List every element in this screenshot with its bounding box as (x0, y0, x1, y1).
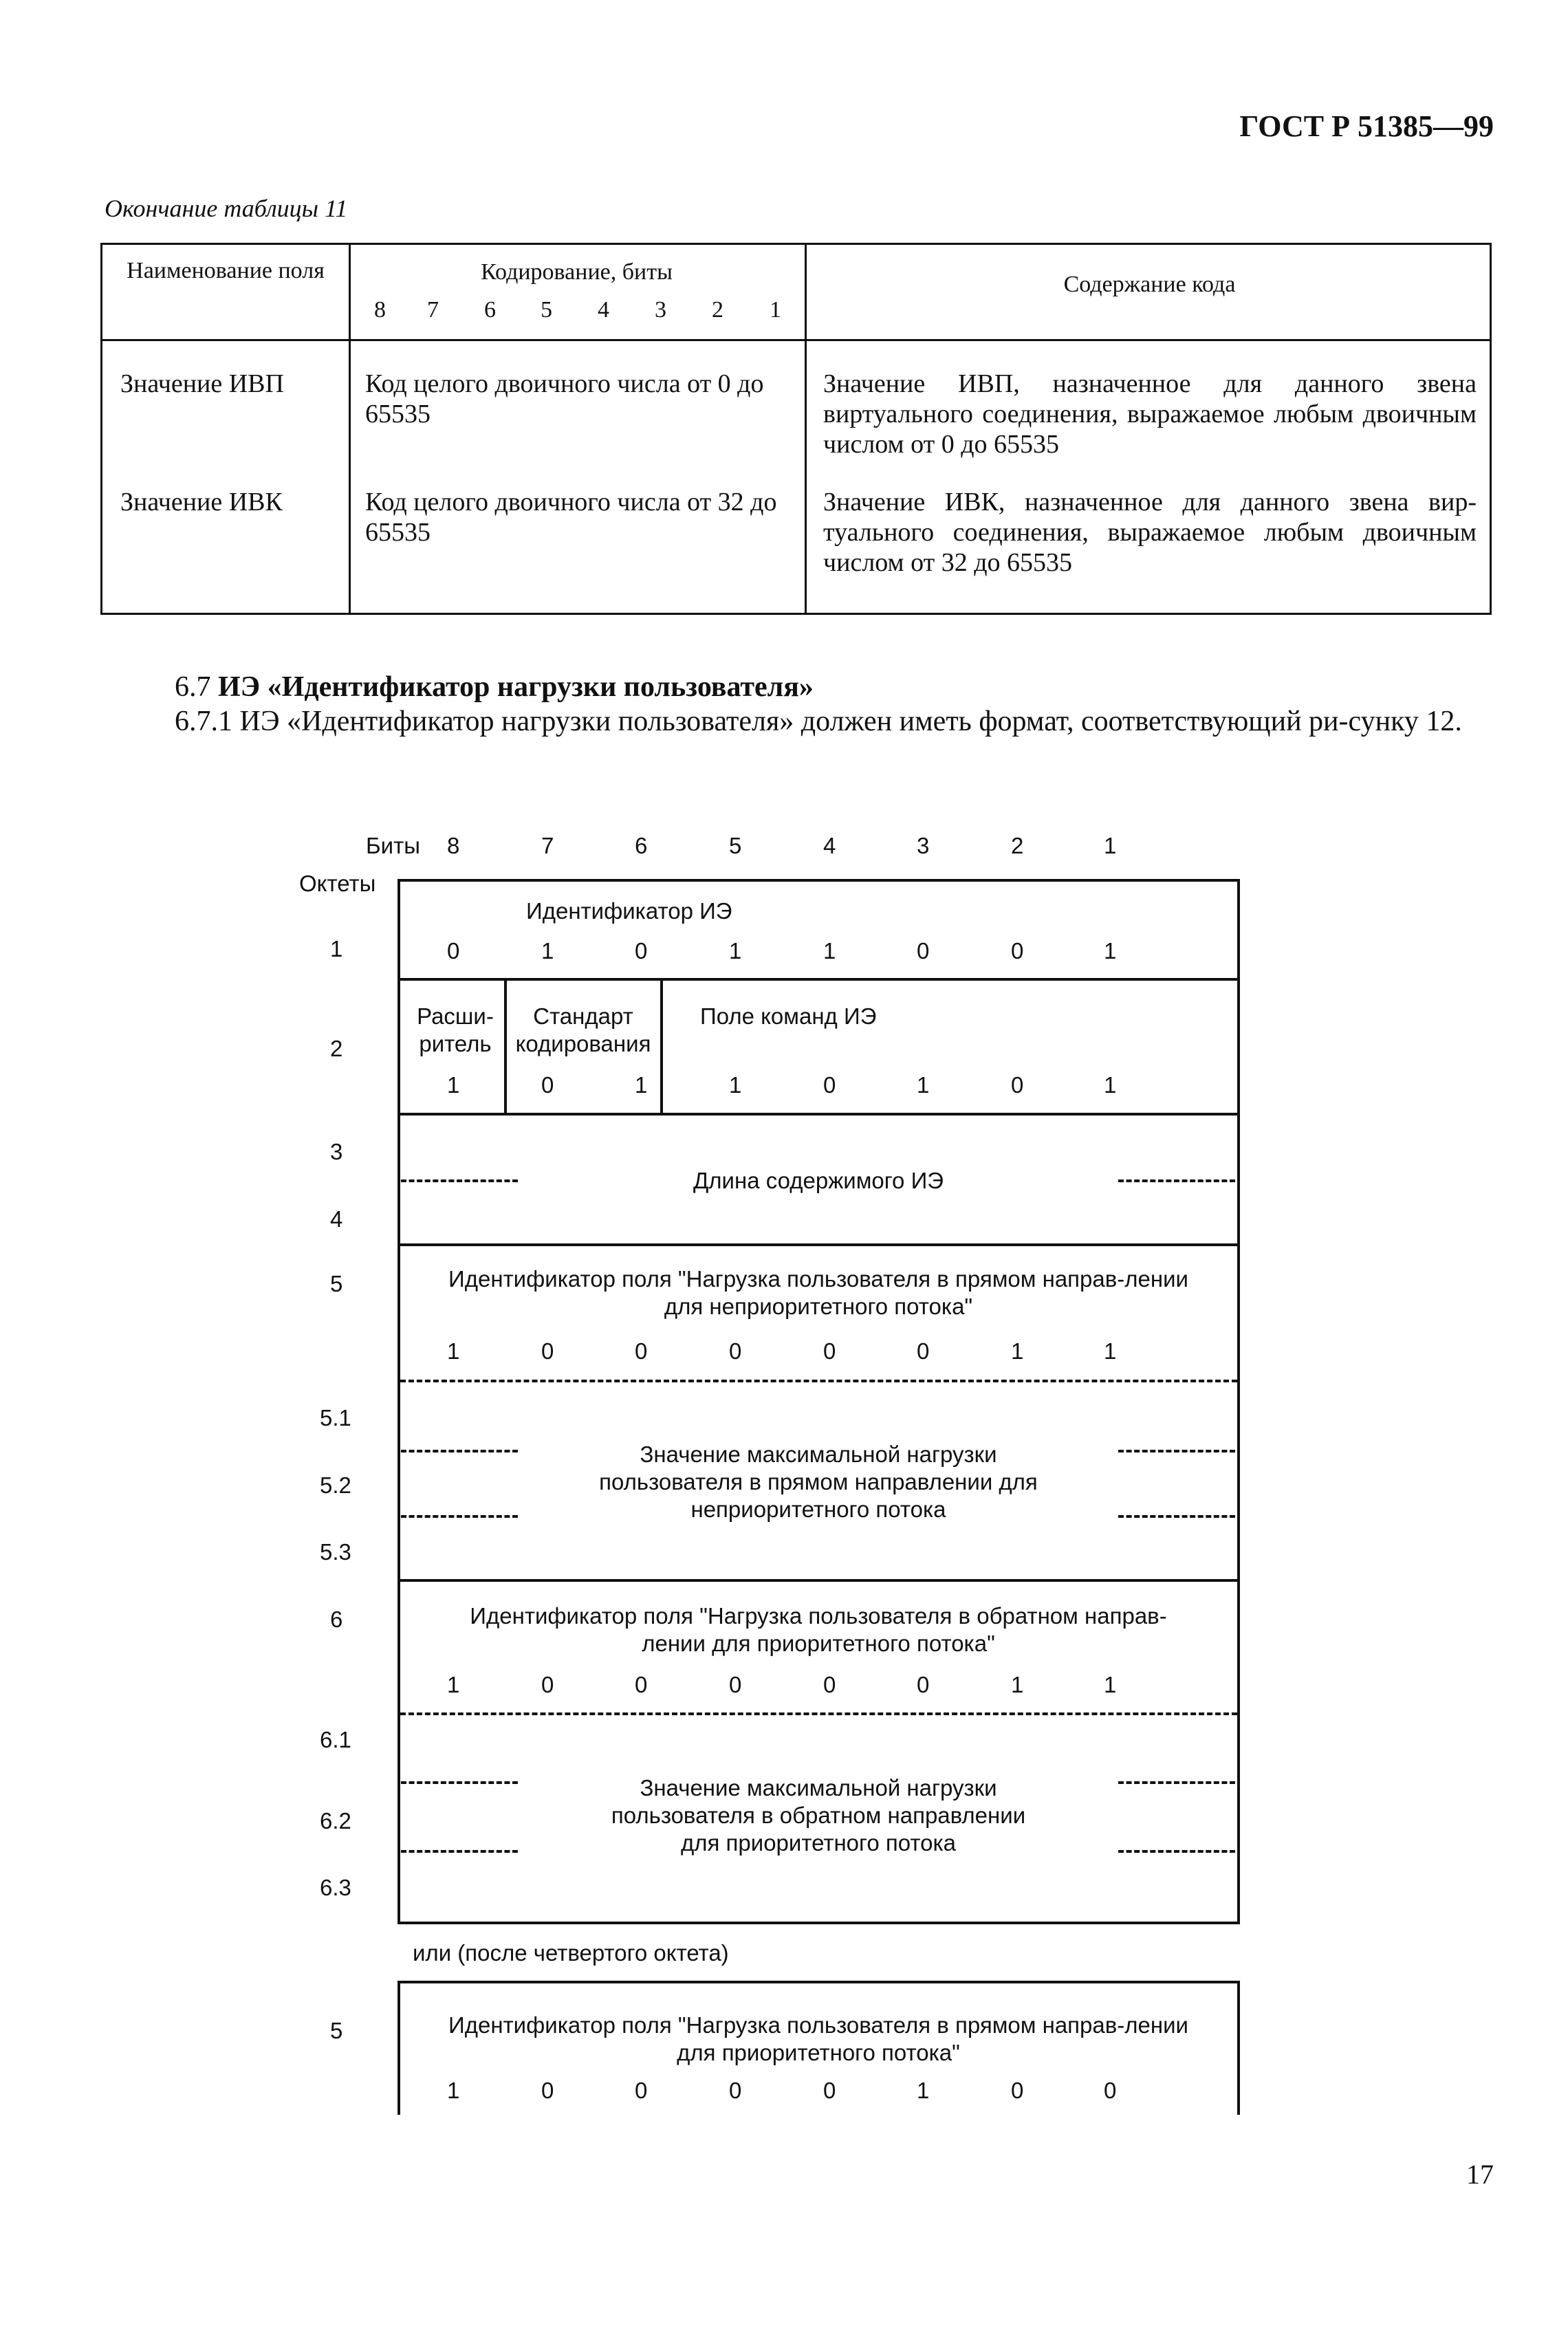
octet-label: 4 (330, 1206, 343, 1232)
bit-value: 1 (447, 1072, 460, 1098)
continuation-dash (1118, 1179, 1235, 1182)
table-caption: Окончание таблицы 11 (105, 195, 348, 222)
bit-label: 8 (374, 297, 386, 323)
alt-frame-top (398, 1981, 1240, 1983)
bit-value: 0 (447, 938, 460, 964)
bit-value: 0 (1011, 2078, 1024, 2103)
bit-label: 7 (427, 297, 439, 323)
bit-value: 1 (729, 938, 742, 964)
header-field-name: Наименование поля (127, 258, 325, 283)
row-content: Значение ИВК, назначенное для данного звена вир-туального соединения, выражаемое любым двоичным числом от 32 до 65535 (823, 488, 1477, 577)
alt-frame-left (398, 1981, 400, 2115)
bit-label: 1 (770, 297, 781, 323)
bit-value: 0 (917, 1338, 930, 1364)
bit-value: 0 (917, 1672, 930, 1697)
octet-divider (398, 1243, 1240, 1246)
octet-label: 6.3 (320, 1875, 351, 1900)
bit-value: 0 (541, 1338, 554, 1364)
extension-label: Расши-ритель (417, 1003, 494, 1056)
continuation-dash (1118, 1515, 1235, 1518)
bit-value: 1 (1011, 1672, 1024, 1697)
bit-value: 1 (1104, 1338, 1117, 1364)
page-number: 17 (1466, 2159, 1494, 2190)
bit-value: 1 (1104, 938, 1117, 964)
continuation-dash (1118, 1450, 1235, 1453)
bit-number: 8 (447, 833, 460, 858)
bit-value: 0 (729, 1338, 742, 1364)
octet-label: 1 (330, 936, 343, 961)
octet-label: 2 (330, 1036, 343, 1061)
bit-value: 0 (823, 2078, 836, 2103)
row-name: Значение ИВП (120, 369, 284, 398)
bit-value: 0 (541, 1072, 554, 1098)
octet-divider (398, 978, 1240, 981)
octet-divider (398, 1113, 1240, 1116)
bit-label: 4 (598, 297, 609, 323)
bit-value: 0 (1011, 1072, 1024, 1098)
bit-value: 1 (729, 1072, 742, 1098)
header-code-content: Содержание кода (1063, 272, 1236, 297)
row-coding: Код целого двоичного числа от 32 до 65535 (365, 488, 777, 547)
field-divider (660, 978, 663, 1114)
continuation-dash (401, 1781, 518, 1784)
paragraph-number: 6.7.1 (175, 706, 232, 737)
bit-number: 4 (823, 833, 836, 858)
continuation-dash (1118, 1781, 1235, 1784)
bit-value: 1 (1104, 1072, 1117, 1098)
command-field-label: Поле команд ИЭ (700, 1003, 877, 1029)
bit-value: 1 (1104, 1672, 1117, 1697)
bit-value: 1 (447, 2078, 460, 2103)
bit-value: 0 (541, 2078, 554, 2103)
bit-label: 2 (712, 297, 723, 323)
bit-value: 0 (823, 1672, 836, 1697)
table-header-divider (102, 339, 1490, 341)
octet-label: 5.1 (320, 1405, 351, 1430)
bit-value: 1 (823, 938, 836, 964)
bit-value: 1 (917, 1072, 930, 1098)
row-coding: Код целого двоичного числа от 0 до 65535 (365, 369, 764, 428)
section-heading (175, 671, 814, 704)
bit-value: 0 (635, 2078, 648, 2103)
bit-value: 0 (635, 938, 648, 964)
backward-value-label: Значение максимальной нагрузки пользователя в обратном направлении для приоритетного потока (611, 1775, 1026, 1856)
paragraph-text: ИЭ «Идентификатор нагрузки пользователя» должен иметь формат, соответствующий ри-сунку 12. (239, 706, 1462, 737)
bit-number: 1 (1104, 833, 1117, 858)
table-col-divider (805, 245, 807, 613)
dashed-divider (400, 1380, 1237, 1382)
table-11 (100, 243, 1492, 615)
bit-value: 0 (917, 938, 930, 964)
bit-number: 7 (541, 833, 554, 858)
row-name: Значение ИВК (120, 488, 283, 516)
header-coding: Кодирование, биты (481, 259, 673, 285)
row-content: Значение ИВП, назначенное для данного звена виртуального соединения, выражаемое любым двоичным числом от 0 до 65535 (823, 369, 1477, 459)
section-title: ИЭ «Идентификатор нагрузки пользователя» (218, 671, 814, 703)
bits-label: Биты (366, 833, 420, 858)
field-divider (504, 978, 507, 1114)
octet-divider (398, 1579, 1240, 1582)
bit-value: 0 (823, 1072, 836, 1098)
bit-value: 1 (447, 1338, 460, 1364)
bit-value: 0 (729, 1672, 742, 1697)
forward-field-id: Идентификатор поля "Нагрузка пользователя в прямом направ-лении для неприоритетного потока" (448, 1266, 1188, 1319)
section-paragraph (102, 705, 1491, 738)
bit-value: 1 (447, 1672, 460, 1697)
bit-number: 2 (1011, 833, 1024, 858)
alternative-label: или (после четвертого октета) (413, 1940, 729, 1966)
dashed-divider (400, 1712, 1237, 1715)
continuation-dash (401, 1515, 518, 1518)
bit-value: 1 (1011, 1338, 1024, 1364)
alt-frame-right (1237, 1981, 1240, 2115)
octets-label: Октеты (299, 871, 376, 896)
continuation-dash (401, 1179, 518, 1182)
bit-value: 0 (729, 2078, 742, 2103)
table-col-divider (349, 245, 351, 613)
document-code: ГОСТ Р 51385—99 (1239, 109, 1494, 143)
bit-value: 1 (917, 2078, 930, 2103)
bit-value: 1 (541, 938, 554, 964)
continuation-dash (1118, 1850, 1235, 1853)
bit-value: 0 (1104, 2078, 1117, 2103)
octet-label: 6 (330, 1607, 343, 1632)
backward-field-id: Идентификатор поля "Нагрузка пользователя в обратном направ-лении для приоритетного потока" (470, 1603, 1167, 1656)
bit-value: 0 (1011, 938, 1024, 964)
bit-number: 6 (635, 833, 648, 858)
bit-label: 5 (541, 297, 552, 323)
bit-number: 3 (917, 833, 930, 858)
octet-label: 6.2 (320, 1808, 351, 1834)
octet-label: 6.1 (320, 1727, 351, 1752)
bit-value: 0 (541, 1672, 554, 1697)
bit-value: 0 (635, 1338, 648, 1364)
alt-field-id: Идентификатор поля "Нагрузка пользователя в прямом направ-лении для приоритетного потока" (448, 2012, 1188, 2065)
octet-label: 5 (330, 2018, 343, 2043)
octet-label: 5.2 (320, 1472, 351, 1498)
bit-number: 5 (729, 833, 742, 858)
octet-label: 5.3 (320, 1539, 351, 1565)
coding-standard-label: Стандарт кодирования (515, 1003, 651, 1056)
ie-identifier-label: Идентификатор ИЭ (526, 898, 732, 924)
bit-value: 0 (635, 1672, 648, 1697)
continuation-dash (401, 1850, 518, 1853)
bit-value: 0 (823, 1338, 836, 1364)
octet-label: 3 (330, 1139, 343, 1164)
forward-value-label: Значение максимальной нагрузки пользователя в прямом направлении для неприоритетного потока (599, 1442, 1038, 1522)
bit-label: 3 (655, 297, 666, 323)
octet-label: 5 (330, 1271, 343, 1296)
bit-label: 6 (484, 297, 496, 323)
section-number: 6.7 (175, 671, 211, 703)
content-length-label: Длина содержимого ИЭ (693, 1168, 944, 1193)
continuation-dash (401, 1450, 518, 1453)
bit-value: 1 (635, 1072, 648, 1098)
